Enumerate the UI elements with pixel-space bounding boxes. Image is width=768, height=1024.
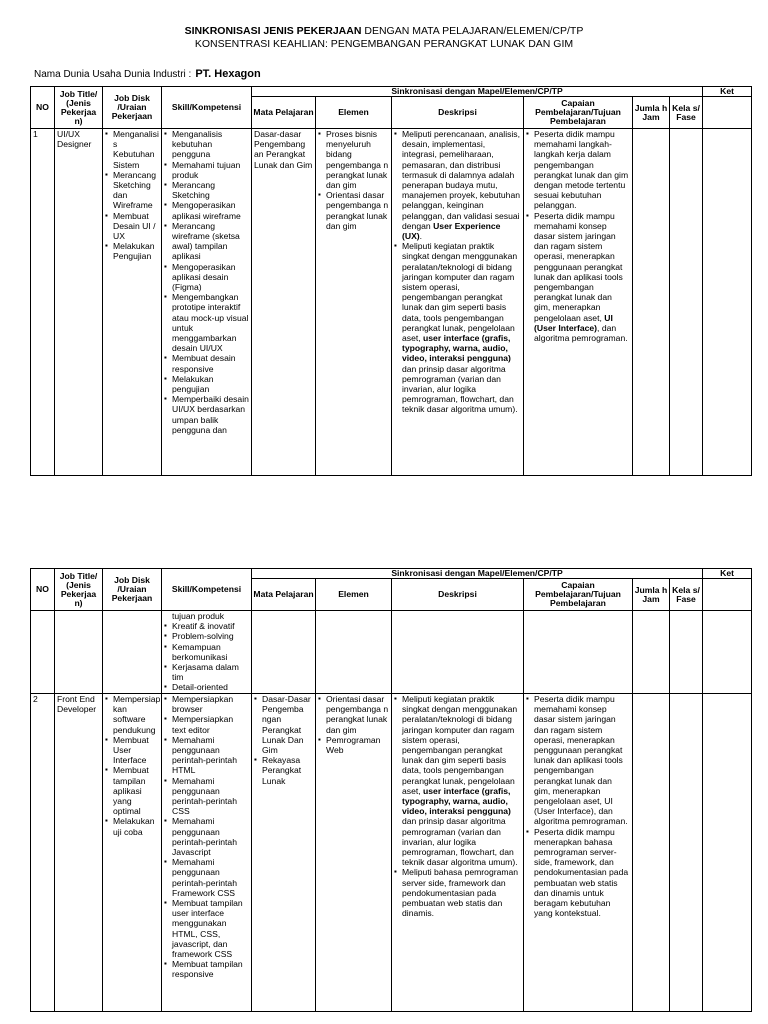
list-item: ▪ Kemampuan berkomunikasi xyxy=(172,642,249,662)
cont-capaian xyxy=(524,611,633,694)
sync-table-page1 xyxy=(30,86,752,476)
row2-elemen xyxy=(316,694,392,1012)
cont-elemen xyxy=(316,611,392,694)
list-item: ▪ Mengoperasikan aplikasi wireframe xyxy=(172,200,249,220)
table-row xyxy=(31,129,752,476)
row1-capaian xyxy=(524,129,633,476)
row1-skills xyxy=(162,129,252,476)
list-item: ▪ Peserta didik mampu menerapkan bahasa pemrograman server-side, framework, dan pendokumentasian pada pembuatan web statis dan dinamis untuk beragam kebutuhan yang kontekstual. xyxy=(534,827,630,919)
desc-bold: User Experience (UX) xyxy=(402,220,501,242)
cont-mapel xyxy=(252,611,316,694)
header-job-desc: Job Disk /Uraian Pekerjaan xyxy=(103,569,162,611)
company-label: Nama Dunia Usaha Dunia Industri : xyxy=(34,69,192,80)
header-job-desc: Job Disk /Uraian Pekerjaan xyxy=(103,87,162,129)
list-item: ▪ Membuat tampilan aplikasi yang optimal xyxy=(113,765,159,816)
row2-ket xyxy=(703,694,752,1012)
list-item: ▪ Memahami penggunaan perintah-perintah Javascript xyxy=(172,816,249,857)
row1-elemen xyxy=(316,129,392,476)
row1-job-title: UI/UX Designer xyxy=(55,129,103,476)
list-item: ▪ Peserta didik mampu memahami konsep dasar sistem jaringan dan ragam sistem operasi, menerapkan penggunaan perangkat lunak dan aplikasi tools pengembangan perangkat lunak dan gim, menerapkan pengelolaan aset, UI (User Interface), dan algoritma pemrograman. xyxy=(534,694,630,827)
cp-text: , dan algoritma pemrograman. xyxy=(534,322,628,344)
list-item: ▪ Rekayasa Perangkat Lunak xyxy=(262,755,313,786)
table-row xyxy=(31,611,752,694)
list-item: ▪ Meliputi bahasa pemrograman server side, framework dan pendokumentasian pada pembuatan web statis dan dinamis. xyxy=(402,867,521,918)
header-job-title: Job Title/ (Jenis Pekerjaa n) xyxy=(55,569,103,611)
header-ket-sub xyxy=(703,97,752,129)
list-item: ▪ Problem-solving xyxy=(172,631,249,641)
title-rest: DENGAN MATA PELAJARAN/ELEMEN/CP/TP xyxy=(361,25,584,37)
header-job-title: Job Title/ (Jenis Pekerjaa n) xyxy=(55,87,103,129)
row2-kelas-fase xyxy=(670,694,703,1012)
list-item: ▪ Mempersiapkan browser xyxy=(172,694,249,714)
row2-job-desc xyxy=(103,694,162,1012)
list-item: ▪ Memperbaiki desain UI/UX berdasarkan umpan balik pengguna dan xyxy=(172,394,249,435)
list-item: ▪ Merancang wireframe (sketsa awal) tampilan aplikasi xyxy=(172,221,249,262)
list-item: ▪ Menganalisis kebutuhan pengguna xyxy=(172,129,249,160)
list-item: ▪ Melakukan pengujian xyxy=(172,374,249,394)
title-line2: KONSENTRASI KEAHLIAN: PENGEMBANGAN PERANGKAT LUNAK DAN GIM xyxy=(194,38,574,50)
header-deskripsi: Deskripsi xyxy=(392,579,524,611)
list-item: ▪ Memahami penggunaan perintah-perintah HTML xyxy=(172,735,249,776)
cont-skill-first: tujuan produk xyxy=(172,611,225,621)
cont-deskripsi xyxy=(392,611,524,694)
list-item xyxy=(534,211,630,344)
list-item: ▪ Memahami penggunaan perintah-perintah CSS xyxy=(172,776,249,817)
header-ket-sub xyxy=(703,579,752,611)
cont-skills xyxy=(162,611,252,694)
desc-text: Meliputi perencanaan, analisis, desain, implementasi, integrasi, pemeliharaan, pemasaran, dan distribusi termasuk di dalamnya adalah penerapan budaya mutu, manajemen proyek, kebutuhan pelanggan, keinginan pelanggan, dan validasi sesuai dengan xyxy=(402,129,521,231)
list-item: ▪ Membuat User Interface xyxy=(113,735,159,766)
list-item: ▪ Membuat tampilan responsive xyxy=(172,959,249,979)
list-item: ▪ Proses bisnis menyeluruh bidang pengembanga n perangkat lunak dan gim xyxy=(326,129,389,190)
header-jumlah-jam: Jumla h Jam xyxy=(633,97,670,129)
header-no: NO xyxy=(31,87,55,129)
list-item: ▪ Membuat desain responsive xyxy=(172,353,249,373)
row1-jumlah-jam xyxy=(633,129,670,476)
list-item: ▪ Mengembangkan prototipe interaktif atau mock-up visual untuk menggambarkan desain UI/UX xyxy=(172,292,249,353)
list-item: ▪ Kreatif & inovatif xyxy=(172,621,249,631)
header-jumlah-jam: Jumla h Jam xyxy=(633,579,670,611)
cont-job-desc xyxy=(103,611,162,694)
list-item: ▪ Melakukan Pengujian xyxy=(113,241,159,261)
cont-job-title xyxy=(55,611,103,694)
desc-bold: user interface (grafis, typography, warna, audio, video, interaksi pengguna) xyxy=(402,333,511,364)
desc-text: Meliputi kegiatan praktik singkat dengan menggunakan peralatan/teknologi di bidang jaringan komputer dan ragam sistem operasi, pengembangan perangkat lunak dan gim seperti basis data, tools pengembangan perangkat lunak, pengelolaan aset, xyxy=(402,241,518,344)
sync-table-page2 xyxy=(30,568,752,1012)
desc-bold: user interface (grafis, typography, warna, audio, video, interaksi pengguna) xyxy=(402,785,511,817)
row2-no: 2 xyxy=(31,694,55,1012)
company-name: PT. Hexagon xyxy=(195,68,261,80)
header-ket: Ket xyxy=(703,87,752,97)
list-item: ▪ Peserta didik mampu memahami langkah-langkah kerja dalam pengembangan perangkat lunak dan gim dengan metode tertentu sesuai kebutuhan pelanggan. xyxy=(534,129,630,211)
list-item: ▪ Detail-oriented xyxy=(172,682,249,692)
list-item: ▪ Pemrograman Web xyxy=(326,735,389,755)
list-item: ▪ Kerjasama dalam tim xyxy=(172,662,249,682)
list-item: ▪ Membuat tampilan user interface menggunakan HTML, CSS, javascript, dan framework CSS xyxy=(172,898,249,959)
header-elemen: Elemen xyxy=(316,579,392,611)
header-kelas-fase: Kela s/ Fase xyxy=(670,579,703,611)
title-bold: SINKRONISASI JENIS PEKERJAAN xyxy=(184,25,362,37)
header-elemen: Elemen xyxy=(316,97,392,129)
row2-jumlah-jam xyxy=(633,694,670,1012)
cp-text: Peserta didik mampu memahami konsep dasar sistem jaringan dan ragam sistem operasi, menerapkan penggunaan perangkat lunak dan aplikasi tools pengembangan perangkat lunak dan gim, menerapkan pengelolaan aset, xyxy=(534,210,623,323)
row1-mapel: Dasar-dasar Pengembang an Perangkat Lunak dan Gim xyxy=(252,129,316,476)
row1-deskripsi xyxy=(392,129,524,476)
table-row xyxy=(31,694,752,1012)
list-item: ▪ Dasar-Dasar Pengemba ngan Perangkat Lunak Dan Gim xyxy=(262,694,313,755)
company-line xyxy=(34,68,261,80)
list-item: ▪ Merancang Sketching dan Wireframe xyxy=(113,170,159,211)
header-skill: Skill/Kompetensi xyxy=(162,569,252,611)
row2-capaian xyxy=(524,694,633,1012)
header-skill: Skill/Kompetensi xyxy=(162,87,252,129)
cont-no xyxy=(31,611,55,694)
cp-bold: UI (User Interface) xyxy=(534,312,613,333)
header-sync-group: Sinkronisasi dengan Mapel/Elemen/CP/TP xyxy=(252,87,703,97)
list-item: ▪ Merancang Sketching xyxy=(172,180,249,200)
row2-deskripsi xyxy=(392,694,524,1012)
list-item: ▪ Meliputi perencanaan, analisis, desain, implementasi, integrasi, pemeliharaan, pemasaran, dan distribusi termasuk di dalamnya adalah penerapan budaya mutu, manajemen proyek, kebutuhan pelanggan, keinginan pelanggan, dan validasi sesuai dengan User Experience (UX). xyxy=(402,129,521,241)
header-mapel: Mata Pelajaran xyxy=(252,97,316,129)
list-item: ▪ Memahami penggunaan perintah-perintah Framework CSS xyxy=(172,857,249,898)
row1-no: 1 xyxy=(31,129,55,476)
list-item: ▪ Melakukan uji coba xyxy=(113,816,159,836)
cont-ket xyxy=(703,611,752,694)
header-sync-group: Sinkronisasi dengan Mapel/Elemen/CP/TP xyxy=(252,569,703,579)
desc-text: Meliputi kegiatan praktik singkat dengan menggunakan peralatan/teknologi di bidang jaringan komputer dan ragam sistem operasi, pengembangan perangkat lunak dan gim seperti basis data, tools pengembangan perangkat lunak, pengelolaan aset, xyxy=(402,694,518,796)
list-item: ▪ Mengoperasikan aplikasi desain (Figma) xyxy=(172,262,249,293)
desc-text: dan prinsip dasar algoritma pemrograman (varian dan invarian, alur logika pemrograman, flowchart, dan teknik dasar algoritma umum). xyxy=(402,363,518,415)
header-deskripsi: Deskripsi xyxy=(392,97,524,129)
row1-kelas-fase xyxy=(670,129,703,476)
list-item: ▪ Memahami tujuan produk xyxy=(172,160,249,180)
header-no: NO xyxy=(31,569,55,611)
list-item xyxy=(402,694,521,867)
row2-mapel xyxy=(252,694,316,1012)
row2-skills xyxy=(162,694,252,1012)
row2-job-title: Front End Developer xyxy=(55,694,103,1012)
header-capaian: Capaian Pembelajaran/Tujuan Pembelajaran xyxy=(524,579,633,611)
header-ket: Ket xyxy=(703,569,752,579)
list-item: ▪ Membuat Desain UI / UX xyxy=(113,211,159,242)
desc-text: dan prinsip dasar algoritma pemrograman (varian dan invarian, alur logika pemrograman, flowchart, dan teknik dasar algoritma umum). xyxy=(402,816,518,868)
row1-ket xyxy=(703,129,752,476)
cont-jumlah-jam xyxy=(633,611,670,694)
list-item: ▪ Orientasi dasar pengembanga n perangkat lunak dan gim xyxy=(326,694,389,735)
header-capaian: Capaian Pembelajaran/Tujuan Pembelajaran xyxy=(524,97,633,129)
list-item xyxy=(402,241,521,414)
header-mapel: Mata Pelajaran xyxy=(252,579,316,611)
list-item: ▪ Orientasi dasar pengembanga n perangkat lunak dan gim xyxy=(326,190,389,231)
list-item: ▪ Menganalisi s Kebutuhan Sistem xyxy=(113,129,159,170)
list-item: ▪ Mempersiap kan software pendukung xyxy=(113,694,159,735)
header-kelas-fase: Kela s/ Fase xyxy=(670,97,703,129)
list-item: ▪ Mempersiapkan text editor xyxy=(172,714,249,734)
cont-kelas-fase xyxy=(670,611,703,694)
row1-job-desc xyxy=(103,129,162,476)
document-title xyxy=(0,25,768,51)
